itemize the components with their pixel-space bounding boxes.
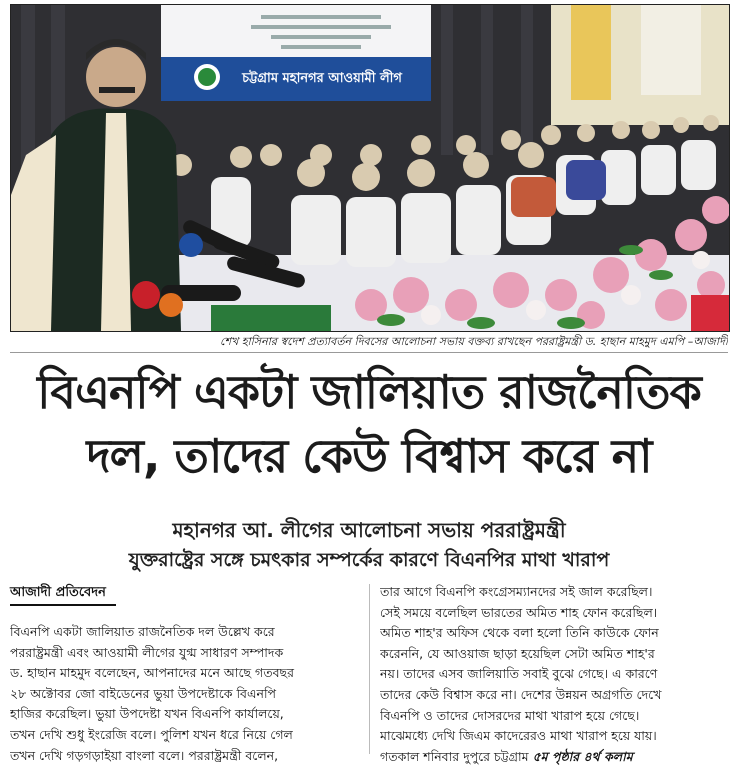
article-column-right [380,582,730,767]
body-line: বিএনপি ও তাদের দোসরদের মাথা খারাপ হয়ে গেছে। [380,707,640,723]
body-line: সেই সময়ে বলেছিল ভারতের অমিত শাহ ফোন করেছিল। [380,604,658,620]
body-line: ২৮ অক্টোবর জো বাইডেনের ভুয়া উপদেষ্টাকে বিএনপি [10,685,277,701]
body-line: তখন দেখি গড়গড়াইয়া বাংলা বলে। পররাষ্ট্রমন্ত্রী বলেন, [10,747,279,763]
body-line: হাজির করেছিল। ভুয়া উপদেষ্টা যখন বিএনপি কার্যালয়ে, [10,706,284,722]
body-line: বিএনপি একটা জালিয়াত রাজনৈতিক দল উল্লেখ করে [10,624,275,639]
byline: আজাদী প্রতিবেদন [10,582,116,606]
body-line: করেননি, যে আওয়াজ ছাড়া হয়েছিল সেটা অমিত শাহ'র [380,645,655,661]
news-photo [10,4,730,332]
banner-title: চট্টগ্রাম মহানগর আওয়ামী লীগ [242,71,402,86]
subheadline-2: যুক্তরাষ্ট্রের সঙ্গে চমৎকার সম্পর্কের কারণে বিএনপির মাথা খারাপ [128,549,610,571]
body-line: তখন দেখি শুধু ইংরেজি বলে। পুলিশ যখন ধরে নিয়ে গেল [10,726,293,742]
column-divider [369,584,370,754]
body-line: অমিত শাহ'র অফিস থেকে বলা হলো তিনি কাউকে ফোন [380,625,659,641]
article-column-left [10,622,360,766]
body-line: তার আগে বিএনপি কংগ্রেসম্যানদের সই জাল করেছিল। [380,584,653,599]
photo-illustration [11,5,729,331]
body-line: মাঝেমধ্যে দেখি জিএম কাদেরেরও মাথা খারাপ হয়ে যায়। [380,728,657,744]
body-line: নয়। তাদের এসব জালিয়াতি সবাই বুঝে গেছে। এ কারণে [380,666,658,682]
body-line: ড. হাছান মাহমুদ বলেছেন, আপনাদের মনে আছে গতবছর [10,665,295,681]
subheadline-1: মহানগর আ. লীগের আলোচনা সভায় পররাষ্ট্রমন্ত্রী [172,518,566,542]
body-line: তাদের কেউ বিশ্বাস করে না। দেশের উন্নয়ন অগ্রগতি দেখে [380,686,662,702]
photo-caption: শেখ হাসিনার স্বদেশ প্রত্যাবর্তন দিবসের আলোচনা সভায় বক্তব্য রাখছেন পররাষ্ট্রমন্ত্রী ড. হাছান মাহমুদ এমপি –আজাদী [10,332,728,353]
body-line-last-text: গতকাল শনিবার দুপুরে চট্টগ্রাম [380,748,529,764]
headline-line-2: দল, তাদের কেউ বিশ্বাস করে না [86,429,652,483]
body-line: পররাষ্ট্রমন্ত্রী এবং আওয়ামী লীগের যুগ্ম সাধারণ সম্পাদক [10,644,284,660]
headline [10,360,728,488]
continuation-link[interactable]: ৫ম পৃষ্ঠার ৪র্থ কলাম [532,748,633,764]
headline-line-1: বিএনপি একটা জালিয়াত রাজনৈতিক [37,365,701,419]
